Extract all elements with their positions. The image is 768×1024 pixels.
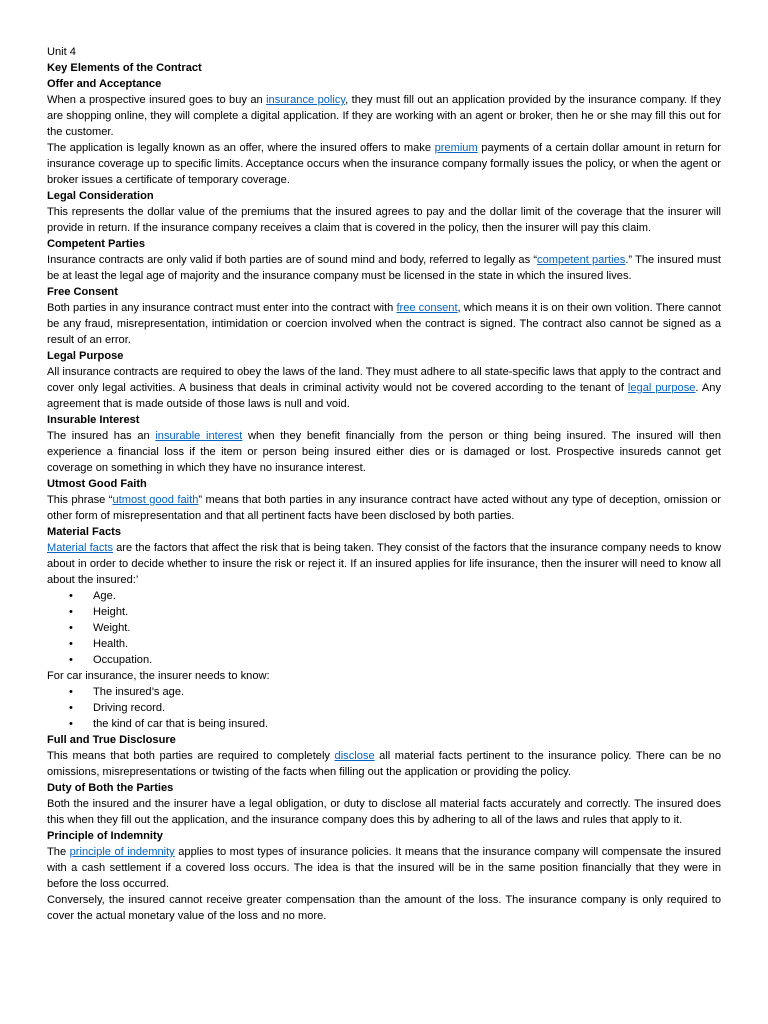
- list-item-text: The insured’s age.: [93, 686, 185, 698]
- intro-text: For car insurance, the insurer needs to know:: [47, 670, 270, 682]
- section-competent-parties: [47, 236, 721, 284]
- section-principle-of-indemnity: [47, 828, 721, 924]
- section-heading: Free Consent: [47, 286, 118, 298]
- list-item: [47, 684, 721, 700]
- section-insurable-interest: [47, 412, 721, 476]
- section-offer-and-acceptance: [47, 76, 721, 188]
- list-item-text: Age.: [93, 590, 116, 602]
- text-run: Both parties in any insurance contract must enter into the contract with: [47, 302, 397, 314]
- bullet-icon: •: [69, 718, 73, 730]
- list-item: [47, 652, 721, 668]
- link-legal-purpose[interactable]: legal purpose: [627, 382, 696, 394]
- text-run: The: [47, 846, 70, 858]
- document-title: Key Elements of the Contract: [47, 62, 202, 74]
- section-free-consent: [47, 284, 721, 348]
- bullet-list: [47, 684, 721, 732]
- text-run: all material facts pertinent to the insurance policy. There can be no omissions, misrepresentations or twisting of the facts when filling out the application or providing the policy.: [47, 750, 722, 778]
- paragraph: [47, 204, 721, 236]
- text-run: are the factors that affect the risk that is being taken. They consist of the factors that the insurance company needs to know about in order to decide whether to insure the risk or reject it. If an insured applies for life insurance, then the insurer will need to know all about the insured:’: [47, 542, 721, 586]
- list-item-text: Weight.: [93, 622, 131, 634]
- section-heading: Duty of Both the Parties: [47, 782, 174, 794]
- paragraph: [47, 92, 721, 140]
- list-item: [47, 588, 721, 604]
- text-run: Conversely, the insured cannot receive greater compensation than the amount of the loss. The insurance company is only required to cover the actual monetary value of the loss and no more.: [47, 894, 721, 922]
- list-item-text: Driving record.: [93, 702, 166, 714]
- text-run: This means that both parties are required to completely: [47, 750, 335, 762]
- paragraph: [47, 140, 721, 188]
- section-heading: Principle of Indemnity: [47, 830, 163, 842]
- text-run: ” means that both parties in any insurance contract have acted without any type of deception, omission or other form of misrepresentation and that all pertinent facts have been disclosed by both parties.: [47, 494, 721, 522]
- text-run: applies to most types of insurance policies. It means that the insurance company will compensate the insured with a cash settlement if a covered loss occurs. The idea is that the insured will be in the same position financially that they were in before the loss occurred.: [47, 846, 721, 890]
- link-disclose[interactable]: disclose: [334, 750, 375, 762]
- link-material-facts[interactable]: Material facts: [47, 542, 114, 554]
- section-legal-purpose: [47, 348, 721, 412]
- section-heading: Full and True Disclosure: [47, 734, 176, 746]
- list-item: [47, 620, 721, 636]
- section-heading: Insurable Interest: [47, 414, 140, 426]
- link-free-consent[interactable]: free consent: [396, 302, 458, 314]
- text-run: All insurance contracts are required to obey the laws of the land. They must adhere to all state-specific laws that apply to the contract and cover only legal activities. A business that deals in criminal activity would not be covered according to the tenant of: [47, 366, 721, 394]
- text-run: payments of a certain dollar amount in return for insurance coverage up to specific limits. Acceptance occurs when the insurance company formally issues the policy, or when the agent or broker issues a certificate of temporary coverage.: [47, 142, 721, 186]
- bullet-icon: •: [69, 654, 73, 666]
- paragraph: [47, 492, 721, 524]
- list-item-text: Occupation.: [93, 654, 153, 666]
- link-principle-of-indemnity[interactable]: principle of indemnity: [69, 846, 175, 858]
- text-run: This phrase “: [47, 494, 113, 506]
- paragraph: [47, 844, 721, 892]
- paragraph: [47, 300, 721, 348]
- bullet-icon: •: [69, 606, 73, 618]
- section-heading: Material Facts: [47, 526, 121, 538]
- paragraph: [47, 428, 721, 476]
- text-run: When a prospective insured goes to buy an: [47, 94, 267, 106]
- list-item: [47, 604, 721, 620]
- section-duty-of-both-the-parties: [47, 780, 721, 828]
- section-legal-consideration: [47, 188, 721, 236]
- bullet-icon: •: [69, 686, 73, 698]
- link-premium[interactable]: premium: [434, 142, 478, 154]
- bullet-icon: •: [69, 702, 73, 714]
- section-heading: Utmost Good Faith: [47, 478, 147, 490]
- text-run: , they must fill out an application provided by the insurance company. If they are shopping online, they will complete a digital application. If they are working with an agent or broker, then he or she may fill this out for the customer.: [47, 94, 721, 138]
- text-run: The application is legally known as an offer, where the insured offers to make: [47, 142, 435, 154]
- link-insurance-policy[interactable]: insurance policy: [266, 94, 346, 106]
- section-utmost-good-faith: [47, 476, 721, 524]
- text-run: This represents the dollar value of the premiums that the insured agrees to pay and the dollar limit of the coverage that the insurer will provide in return. If the insurance company receives a claim that is covered in the policy, then the insurer will pay this claim.: [47, 206, 721, 234]
- list-item: [47, 700, 721, 716]
- list-item: [47, 636, 721, 652]
- section-heading: Offer and Acceptance: [47, 78, 162, 90]
- bullet-list: [47, 588, 721, 668]
- section-heading: Competent Parties: [47, 238, 146, 250]
- list-item: [47, 716, 721, 732]
- text-run: . Any agreement that is made outside of those laws is null and void.: [47, 382, 721, 410]
- bullet-icon: •: [69, 638, 73, 650]
- section-heading: Legal Consideration: [47, 190, 154, 202]
- paragraph: [47, 748, 721, 780]
- text-run: .” The insured must be at least the legal age of majority and the insurance company must be licensed in the state in which the insured lives.: [47, 254, 721, 282]
- paragraph: [47, 892, 721, 924]
- text-run: Insurance contracts are only valid if both parties are of sound mind and body, referred to legally as “: [47, 254, 538, 266]
- paragraph: [47, 796, 721, 828]
- paragraph: [47, 252, 721, 284]
- document-body: [47, 76, 721, 924]
- paragraph: [47, 540, 721, 588]
- list-item-text: Health.: [93, 638, 129, 650]
- bullet-icon: •: [69, 590, 73, 602]
- text-run: , which means it is on their own volition. There cannot be any fraud, misrepresentation, intimidation or coercion involved when the contract is signed. The contract also cannot be signed as a result of an error.: [47, 302, 721, 346]
- paragraph: [47, 364, 721, 412]
- section-heading: Legal Purpose: [47, 350, 124, 362]
- link-competent-parties[interactable]: competent parties: [537, 254, 626, 266]
- bullet-icon: •: [69, 622, 73, 634]
- list-item-text: the kind of car that is being insured.: [93, 718, 269, 730]
- unit-label: Unit 4: [47, 46, 76, 58]
- link-insurable-interest[interactable]: insurable interest: [155, 430, 243, 442]
- section-full-and-true-disclosure: [47, 732, 721, 780]
- link-utmost-good-faith[interactable]: utmost good faith: [112, 494, 199, 506]
- text-run: The insured has an: [47, 430, 156, 442]
- section-material-facts: [47, 524, 721, 732]
- text-run: when they benefit financially from the person or thing being insured. The insured will then experience a financial loss if the item or person being insured either dies or is damaged or lost. Prospective insureds cannot get coverage on something in which they have no insurance interest.: [47, 430, 722, 474]
- list-item-text: Height.: [93, 606, 129, 618]
- text-run: Both the insured and the insurer have a legal obligation, or duty to disclose all material facts accurately and correctly. The insured does this when they fill out the application, and the insurance company does this by adhering to all of the laws and rules that apply to it.: [47, 798, 721, 826]
